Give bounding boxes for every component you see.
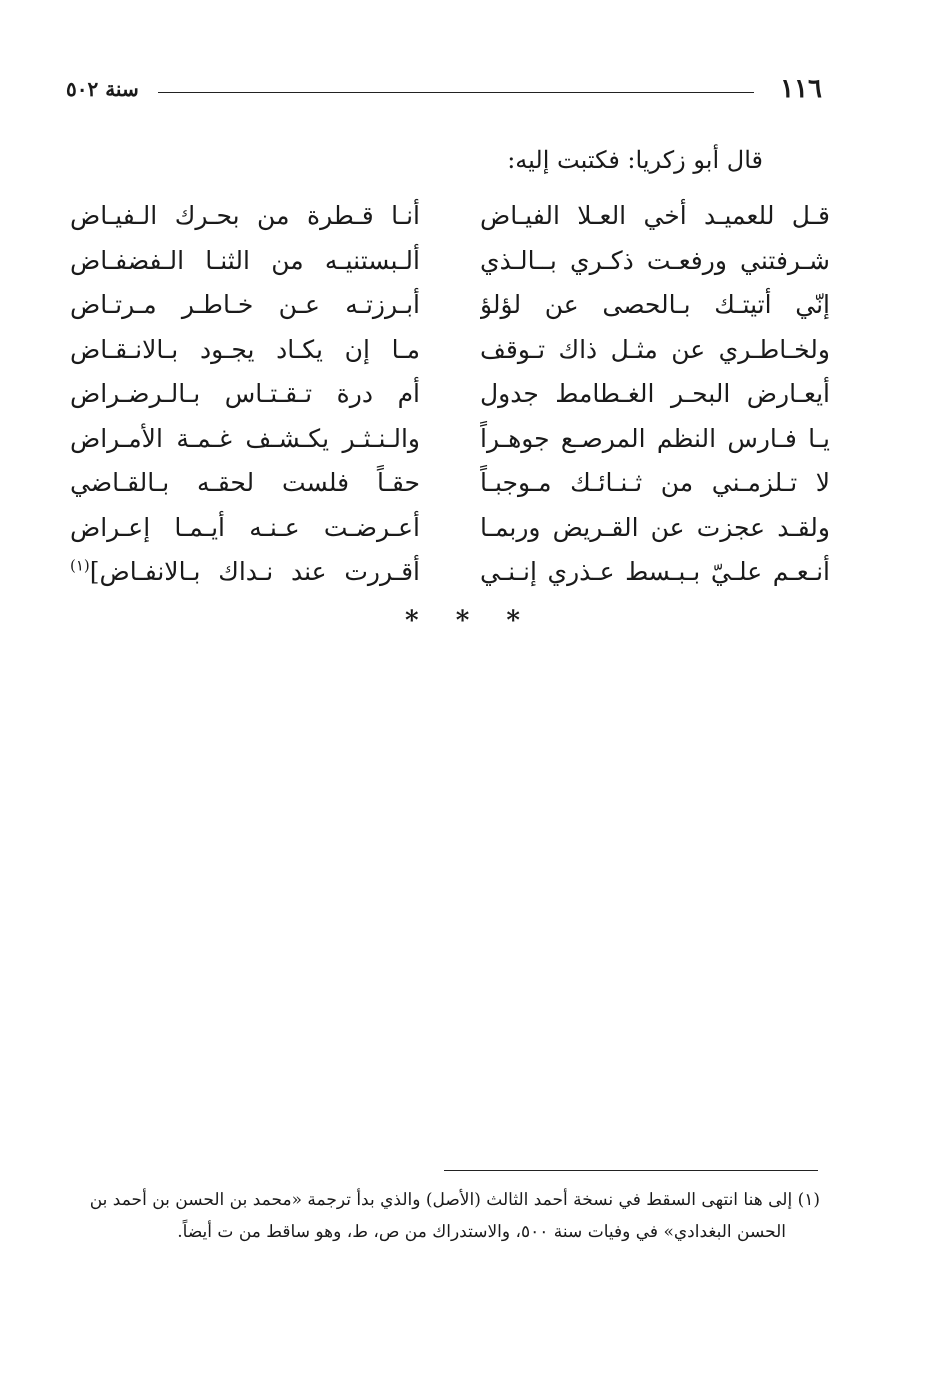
verse-second-hemistich-text: أم درة تـقـتـاس بـالـرضـراض [70,379,420,408]
poem [70,196,830,597]
footnote [74,1184,820,1248]
verse-second-hemistich [70,241,420,281]
verse-second-hemistich-text: أعـرضـت عـنـه أيـمـا إعـراض [70,512,420,542]
verse-second-hemistich-text: أقـررت عند نـداك بـالانفـاض] [89,557,420,586]
footnote-line-2: الحسن البغدادي» في وفيات سنة ٥٠٠، والاستدراك من ص، ط، وهو ساقط من ت أيضاً. [177,1222,786,1242]
verse-first-hemistich: إنّي أتيتـك بـالحصى عن لؤلؤ [480,290,830,319]
verse-line [70,463,830,508]
running-header [66,72,822,108]
intro-line: قال أبو زكريا: فكتبت إليه: [507,146,763,174]
verse-first-hemistich: ولخـاطـري عن مثـل ذاك تـوقف [480,334,830,364]
verse-second-hemistich-text: حقـاً فلست لحقـه بـالقـاضي [70,468,420,497]
verse-first-hemistich: أنـعـم علـيّ بـبـسط عـذري إنـنـي [480,557,830,586]
verse-line [70,241,830,286]
verse-second-hemistich-text: أبـرزتـه عـن خـاطـر مـرتـاض [70,290,420,319]
verse-line [70,285,830,330]
page-number: ١١٦ [780,74,822,104]
header-rule [158,92,754,93]
verse-first-hemistich: شـرفتني ورفعـت ذكـري بــالـذي [480,245,830,275]
verse-first-hemistich: لا تـلزمـني من ثـنـائـك مـوجبـاً [480,468,830,497]
verse-line [70,508,830,553]
running-header-year: سنة ٥٠٢ [66,77,139,101]
section-separator: * * * [405,606,534,636]
verse-line [70,196,830,241]
verse-second-hemistich [70,508,420,548]
verse-first-hemistich: أيعـارض البحـر الغـطامط جدول [480,379,830,408]
verse-second-hemistich [70,374,420,414]
verse-line [70,552,830,597]
verse-line [70,374,830,419]
verse-second-hemistich [70,419,420,459]
verse-second-hemistich [70,285,420,325]
verse-second-hemistich-text: أنـا قـطرة من بحـرك الـفيـاض [70,201,420,230]
verse-second-hemistich-text: مـا إن يكـاد يجـود بـالانـقـاض [70,334,420,364]
footnote-line-1: (١) إلى هنا انتهى السقط في نسخة أحمد الثالث (الأصل) والذي بدأ ترجمة «محمد بن الحسن بن أحمد بن [89,1190,820,1210]
verse-first-hemistich: قـل للعميـد أخي العـلا الفيـاض [480,201,830,230]
verse-first-hemistich: ولقـد عجزت عن القـريض وربمـا [480,512,830,542]
verse-line [70,330,830,375]
verse-second-hemistich [70,196,420,236]
verse-line [70,419,830,464]
verse-first-hemistich: يـا فـارس النظم المرصـع جوهـراً [480,423,830,453]
verse-second-hemistich [70,330,420,370]
verse-second-hemistich-text: والـنـثـر يكـشـف غـمـة الأمـراض [70,423,420,453]
verse-second-hemistich [70,463,420,503]
verse-second-hemistich [70,552,420,592]
verse-second-hemistich-text: ألـبستنيـه من الثنـا الـفضفـاض [70,245,420,275]
footnote-rule [444,1170,818,1171]
footnote-reference: (١) [70,556,90,575]
